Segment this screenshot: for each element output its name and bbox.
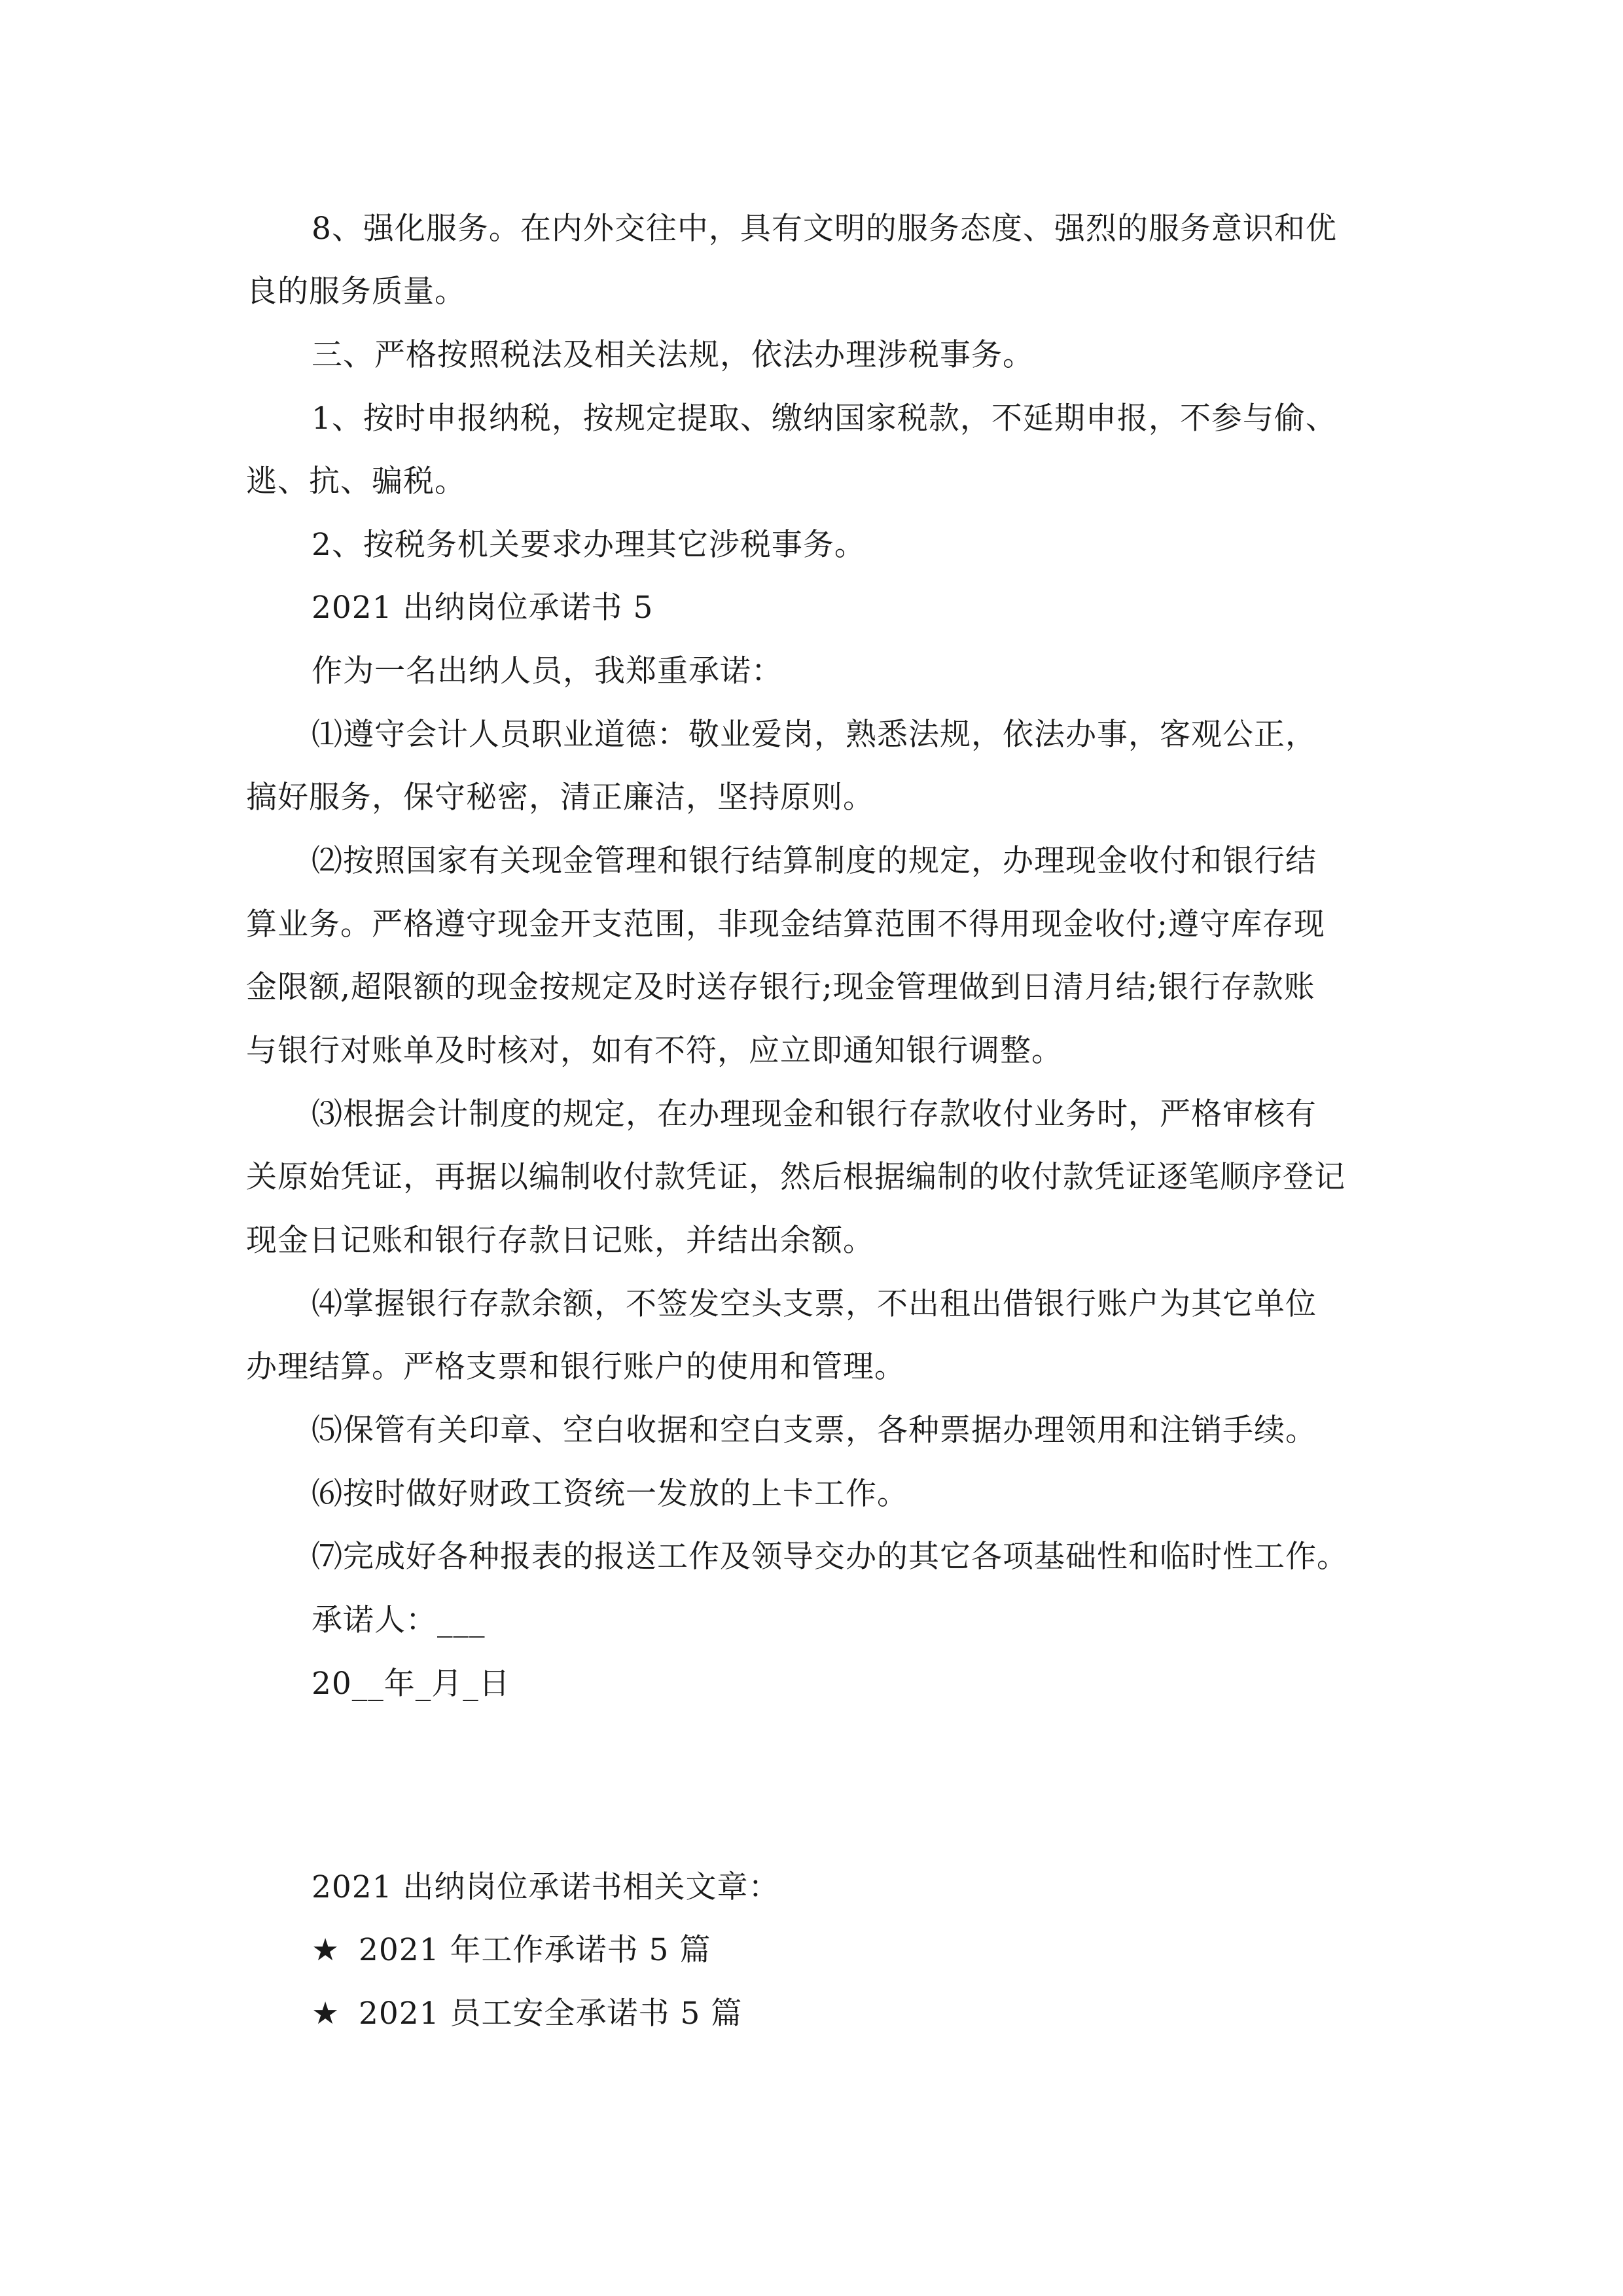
paragraph-line: 金限额,超限额的现金按规定及时送存银行;现金管理做到日清月结;银行存款账 (246, 969, 1315, 1005)
paragraph-line: 现金日记账和银行存款日记账，并结出余额。 (246, 1223, 874, 1259)
paragraph-line: 搞好服务，保守秘密，清正廉洁，坚持原则。 (246, 780, 874, 816)
related-link-label: 2021 员工安全承诺书 5 篇 (359, 1996, 743, 2032)
related-link[interactable] (312, 1994, 742, 2034)
paragraph-line: 8、强化服务。在内外交往中，具有文明的服务态度、强烈的服务意识和优 (312, 211, 1337, 247)
paragraph-line: ⑺完成好各种报表的报送工作及领导交办的其它各项基础性和临时性工作。 (312, 1539, 1348, 1575)
paragraph-line: 良的服务质量。 (246, 274, 466, 310)
paragraph-line: ⑸保管有关印章、空白收据和空白支票，各种票据办理领用和注销手续。 (312, 1412, 1317, 1448)
related-heading: 2021 出纳岗位承诺书相关文章： (312, 1869, 780, 1905)
paragraph-line: 与银行对账单及时核对，如有不符，应立即通知银行调整。 (246, 1033, 1063, 1069)
star-icon: ★ (312, 1996, 340, 2032)
paragraph-line: 逃、抗、骗税。 (246, 463, 466, 499)
paragraph-line: 1、按时申报纳税，按规定提取、缴纳国家税款，不延期申报，不参与偷、 (312, 401, 1337, 437)
star-icon: ★ (312, 1932, 340, 1968)
signature-line: 承诺人：___ (312, 1602, 486, 1638)
paragraph-line: 作为一名出纳人员，我郑重承诺： (312, 653, 783, 689)
section-heading: 三、严格按照税法及相关法规，依法办理涉税事务。 (312, 337, 1034, 373)
paragraph-line: ⑷掌握银行存款余额，不签发空头支票，不出租出借银行账户为其它单位 (312, 1286, 1317, 1322)
paragraph-line: 关原始凭证，再据以编制收付款凭证，然后根据编制的收付款凭证逐笔顺序登记 (246, 1159, 1346, 1195)
paragraph-line: ⑴遵守会计人员职业道德：敬业爱岗，熟悉法规，依法办事，客观公正， (312, 717, 1317, 753)
document-title: 2021 出纳岗位承诺书 5 (312, 590, 654, 626)
paragraph-line: 2、按税务机关要求办理其它涉税事务。 (312, 527, 866, 563)
paragraph-line: 算业务。严格遵守现金开支范围，非现金结算范围不得用现金收付;遵守库存现 (246, 906, 1325, 942)
related-link[interactable] (312, 1931, 711, 1970)
date-line: 20__年_月_日 (312, 1666, 510, 1702)
paragraph-line: ⑶根据会计制度的规定，在办理现金和银行存款收付业务时，严格审核有 (312, 1096, 1317, 1132)
related-link-label: 2021 年工作承诺书 5 篇 (359, 1932, 711, 1968)
paragraph-line: 办理结算。严格支票和银行账户的使用和管理。 (246, 1349, 906, 1385)
paragraph-line: ⑵按照国家有关现金管理和银行结算制度的规定，办理现金收付和银行结 (312, 843, 1317, 879)
paragraph-line: ⑹按时做好财政工资统一发放的上卡工作。 (312, 1476, 908, 1512)
